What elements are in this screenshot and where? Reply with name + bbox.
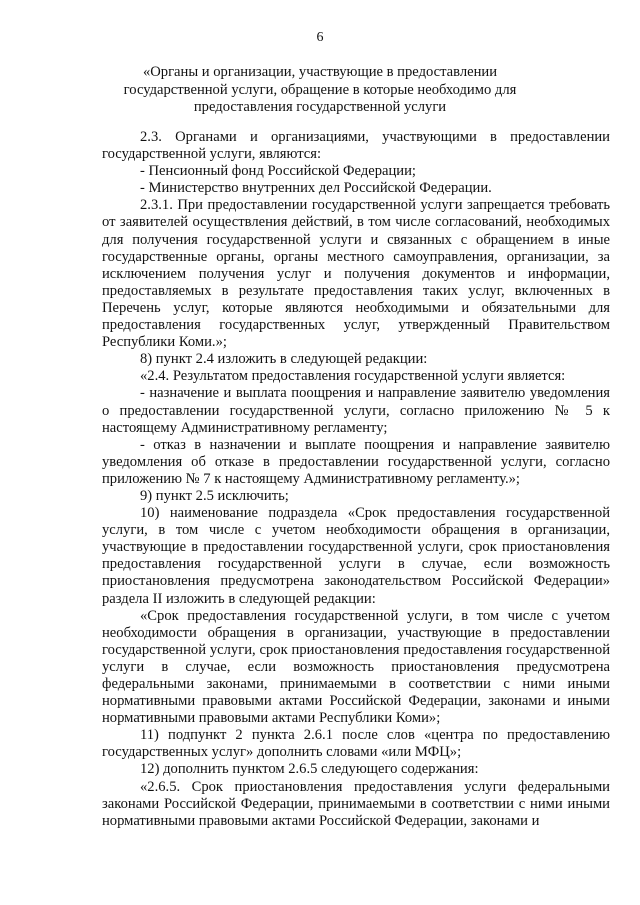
paragraph-2-3: 2.3. Органами и организациями, участвующими в предоставлении государственной услуги, являются: (102, 129, 610, 163)
list-item-refusal: - отказ в назначении и выплате поощрения и направление заявителю уведомления об отказе в предоставлении государственной услуги, согласно приложению № 7 к настоящему Административному регламенту.»; (102, 436, 610, 487)
paragraph-item-8: 8) пункт 2.4 изложить в следующей редакции: (140, 351, 428, 368)
page-number: 6 (316, 30, 324, 45)
paragraph-2-3-1: 2.3.1. При предоставлении государственной услуги запрещается требовать от заявителей осуществления действий, в том числе согласований, необходимых для получения государственной услуги и связанных с обращением в иные государственные органы, органы местного самоуправления, организации, за исключением получения услуг и получения документов и информации, предоставляемых в результате предоставления таких услуг, включенных в Перечень услуг, которые являются необходимыми и обязательными для предоставления государственных услуг, утвержденный Правительством Республики Коми.»; (102, 197, 610, 351)
paragraph-new-subsection-title: «Срок предоставления государственной услуги, в том числе с учетом необходимости обращения в организации, участвующие в предоставлении государственной услуги, срок приостановления предоставления государственной услуги в случае, если возможность приостановления предусмотрена федеральными законами, принимаемыми в соответствии с ними иными нормативными правовыми актами Российской Федерации, законами и иными нормативными правовыми актами Республики Коми»; (102, 607, 610, 727)
paragraph-2-4: «2.4. Результатом предоставления государственной услуги является: (140, 368, 566, 385)
paragraph-item-10: 10) наименование подраздела «Срок предоставления государственной услуги, в том числе с учетом необходимости обращения в организации, участвующие в предоставлении государственной услуги, срок приостановления предоставления государственной услуги в случае, если возможность приостановления предусмотрена законодательством Российской Федерации» раздела II изложить в следующей редакции: (102, 505, 610, 607)
section-heading: «Органы и организации, участвующие в предоставлении государственной услуги, обращение в которые необходимо для предоставления государственной услуги (123, 64, 517, 115)
paragraph-item-9: 9) пункт 2.5 исключить; (140, 487, 289, 504)
document-body (102, 129, 610, 830)
list-item-appointment: - назначение и выплата поощрения и направление заявителю уведомления о предоставлении государственной услуги, согласно приложению № 5 к настоящему Административному регламенту; (102, 385, 610, 436)
paragraph-2-6-5: «2.6.5. Срок приостановления предоставления услуги федеральными законами Российской Федерации, принимаемыми в соответствии с ними иными нормативными правовыми актами Российской Федерации, законами и (102, 778, 610, 829)
list-item-ministry: - Министерство внутренних дел Российской Федерации. (140, 180, 492, 197)
paragraph-item-12: 12) дополнить пунктом 2.6.5 следующего содержания: (140, 761, 479, 778)
list-item-pension-fund: - Пенсионный фонд Российской Федерации; (140, 163, 416, 180)
paragraph-item-11: 11) подпункт 2 пункта 2.6.1 после слов «центра по предоставлению государственных услуг» дополнить словами «или МФЦ»; (102, 727, 610, 761)
